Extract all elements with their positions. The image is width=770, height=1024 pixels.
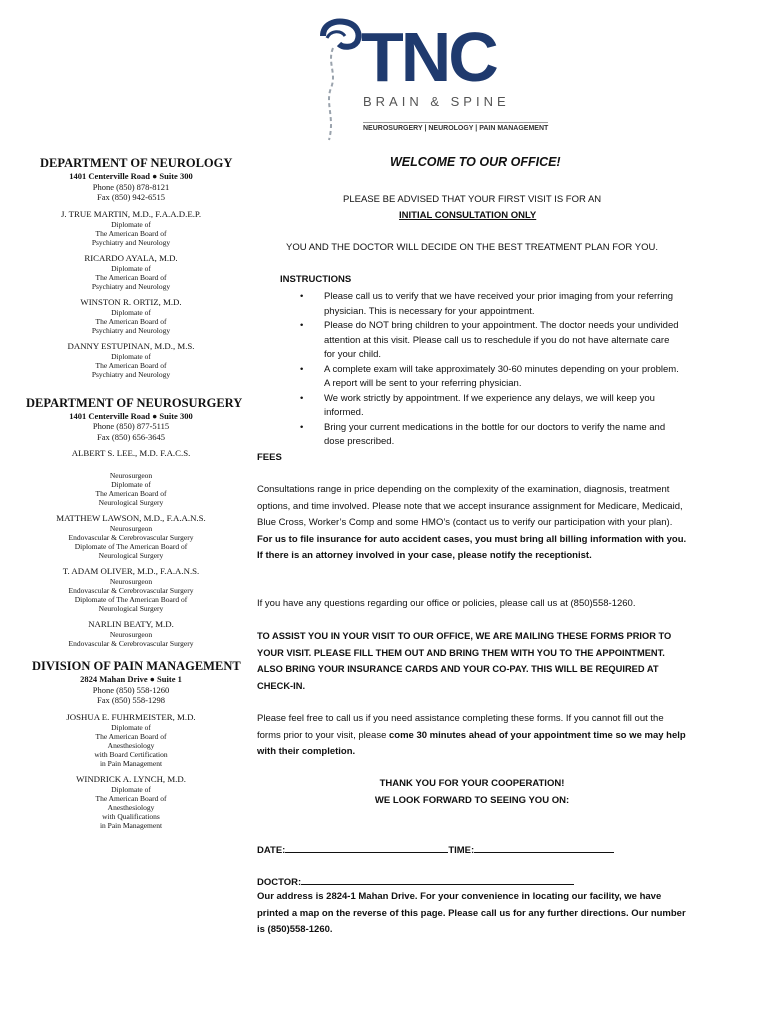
first-visit-note: PLEASE BE ADVISED THAT YOUR FIRST VISIT IS FOR AN bbox=[343, 194, 602, 205]
doctor-entry bbox=[26, 209, 236, 247]
pain-address: 2824 Mahan Drive ● Suite 1 bbox=[80, 674, 182, 684]
doctor-name: JOSHUA E. FUHRMEISTER, M.D. bbox=[66, 711, 196, 722]
date-field[interactable] bbox=[285, 841, 448, 853]
doctor-credential: Anesthesiology bbox=[107, 740, 155, 750]
tnc-logo bbox=[313, 18, 549, 143]
doctor-name: ALBERT S. LEE., M.D. F.A.C.S. bbox=[71, 448, 191, 458]
doctor-entry bbox=[26, 619, 236, 648]
neurology-fax: Fax (850) 942-6515 bbox=[97, 192, 165, 202]
pain-title: DIVISION OF PAIN MANAGEMENT bbox=[32, 659, 241, 673]
neurosurgery-title: DEPARTMENT OF NEUROSURGERY bbox=[26, 395, 243, 410]
doctor-credential: Neurosurgeon bbox=[109, 577, 153, 586]
neurology-address: 1401 Centerville Road ● Suite 300 bbox=[69, 171, 193, 181]
looking-forward-line: WE LOOK FORWARD TO SEEING YOU ON: bbox=[374, 794, 570, 806]
time-label: TIME: bbox=[448, 845, 475, 856]
doctor-credential: Diplomate of bbox=[111, 351, 151, 361]
doctor-credential: in Pain Management bbox=[99, 758, 163, 768]
doctor-name: T. ADAM OLIVER, M.D., F.A.A.N.S. bbox=[62, 566, 200, 576]
doctor-name: J. TRUE MARTIN, M.D., F.A.A.D.E.P. bbox=[60, 208, 202, 219]
neurosurgery-section bbox=[26, 395, 243, 649]
doctor-entry bbox=[26, 774, 236, 830]
doctor-credential: Diplomate of bbox=[111, 784, 151, 794]
doctor-credential: Endovascular & Cerebrovascular Surgery bbox=[68, 533, 194, 542]
doctor-credential: Diplomate of bbox=[111, 722, 151, 732]
pain-section bbox=[26, 658, 241, 830]
mailing-forms-note: TO ASSIST YOU IN YOUR VISIT TO OUR OFFICE, WE ARE MAILING THESE FORMS PRIOR TO YOUR VISIT. PLEASE FILL THEM OUT AND BRING THEM WITH YOU TO THE APPOINTMENT. ALSO BRING YOUR INSURANCE CARDS AND YOUR CO-PAY. THIS WILL BE REQUIRED AT CHECK-IN. bbox=[257, 631, 672, 691]
neurosurgery-fax: Fax (850) 656-3645 bbox=[97, 431, 165, 442]
doctor-credential: in Pain Management bbox=[99, 820, 163, 830]
doctor-credential: Psychiatry and Neurology bbox=[91, 325, 171, 335]
pain-phone: Phone (850) 558-1260 bbox=[92, 684, 170, 695]
neurology-section bbox=[26, 155, 236, 379]
doctor-credential: The American Board of bbox=[95, 316, 167, 326]
doctor-name: MATTHEW LAWSON, M.D., F.A.A.N.S. bbox=[56, 513, 206, 523]
brain-spine-logo-icon bbox=[313, 18, 363, 143]
doctor-entry bbox=[26, 513, 236, 560]
doctor-field[interactable] bbox=[301, 873, 574, 885]
doctor-credential: The American Board of bbox=[95, 360, 167, 370]
doctor-name: WINDRICK A. LYNCH, M.D. bbox=[76, 773, 186, 784]
appointment-doctor bbox=[257, 873, 574, 890]
logo-subtitle: BRAIN & SPINE bbox=[363, 94, 510, 109]
doctor-credential: Diplomate of bbox=[111, 307, 151, 317]
doctor-credential: Neurological Surgery bbox=[98, 498, 164, 507]
date-label: DATE: bbox=[257, 845, 286, 856]
doctor-entry bbox=[26, 297, 236, 335]
doctor-credential: Neurosurgeon bbox=[109, 630, 153, 639]
doctor-entry bbox=[26, 566, 236, 613]
doctor-name: WINSTON R. ORTIZ, M.D. bbox=[80, 296, 182, 307]
neurology-phone: Phone (850) 878-8121 bbox=[92, 181, 170, 192]
doctor-credential: Neurological Surgery bbox=[98, 604, 164, 613]
doctor-credential: Psychiatry and Neurology bbox=[91, 369, 171, 379]
address-note: Our address is 2824-1 Mahan Drive. For your convenience in locating our facility, we have printed a map on the reverse of this page. Please call us for any further directions. Our number is (850)558-1260. bbox=[257, 891, 686, 935]
fees-paragraph: Consultations range in price depending on the complexity of the examination, diagnosis, treatment options, and time involved. Please note that we accept insurance assignment for Medicare, Medicaid, Blue Cross, Worker’s Comp and some HMO’s (contact us to verify our participation with your plan). For us to file insurance for auto accident cases, you must bring all billing information with you. If there is an attorney involved in your case, please notify the receptionist. bbox=[257, 484, 687, 561]
fees-heading: FEES bbox=[257, 452, 282, 463]
instruction-item: • We work strictly by appointment. If we experience any delays, we will keep you informed. bbox=[300, 392, 680, 421]
neurology-title: DEPARTMENT OF NEUROLOGY bbox=[40, 156, 233, 170]
instruction-item: • Please call us to verify that we have received your prior imaging from your referring physician. This is necessary for your appointment. bbox=[300, 290, 680, 319]
instruction-item: • Please do NOT bring children to your appointment. The doctor needs your undivided attention at this visit. Please call us to reschedule if you do not have alternate care for your child. bbox=[300, 319, 680, 363]
doctor-credential: with Board Certification bbox=[94, 749, 168, 759]
doctor-credential: Anesthesiology bbox=[107, 802, 155, 812]
pain-fax: Fax (850) 558-1298 bbox=[97, 695, 165, 705]
thank-you-block bbox=[257, 776, 687, 809]
provider-directory bbox=[26, 155, 243, 830]
doctor-entry bbox=[26, 341, 236, 379]
instructions-heading: INSTRUCTIONS bbox=[280, 274, 352, 285]
instruction-item: • Bring your current medications in the bottle for our doctors to verify the name and dose prescribed. bbox=[300, 421, 680, 450]
doctor-credential: Psychiatry and Neurology bbox=[91, 281, 171, 291]
assistance-note: Please feel free to call us if you need assistance completing these forms. If you cannot fill out the forms prior to your visit, please come 30 minutes ahead of your appointment time so we may help with their completion. bbox=[257, 713, 686, 757]
doctor-entry bbox=[26, 448, 236, 507]
neurosurgery-address: 1401 Centerville Road ● Suite 300 bbox=[69, 410, 193, 421]
doctor-credential: Diplomate of The American Board of bbox=[74, 542, 188, 551]
doctor-credential: Endovascular & Cerebrovascular Surgery bbox=[68, 639, 194, 648]
doctor-credential: Diplomate of bbox=[111, 219, 151, 229]
thank-you-line: THANK YOU FOR YOUR COOPERATION! bbox=[379, 778, 565, 789]
doctor-name: DANNY ESTUPINAN, M.D., M.S. bbox=[67, 340, 195, 351]
doctor-credential: The American Board of bbox=[95, 228, 167, 238]
treatment-plan-note: YOU AND THE DOCTOR WILL DECIDE ON THE BEST TREATMENT PLAN FOR YOU. bbox=[286, 242, 658, 253]
doctor-credential: Diplomate of The American Board of bbox=[74, 595, 188, 604]
doctor-name: NARLIN BEATY, M.D. bbox=[88, 619, 174, 629]
neurosurgery-phone: Phone (850) 877-5115 bbox=[92, 421, 170, 431]
doctor-credential: The American Board of bbox=[95, 489, 167, 498]
doctor-credential: The American Board of bbox=[95, 793, 167, 803]
appointment-date-time bbox=[257, 841, 614, 858]
instructions-list bbox=[300, 290, 680, 450]
doctor-credential: Psychiatry and Neurology bbox=[91, 237, 171, 247]
doctor-credential: The American Board of bbox=[95, 731, 167, 741]
doctor-entry bbox=[26, 253, 236, 291]
doctor-credential: The American Board of bbox=[95, 272, 167, 282]
doctor-credential: Neurosurgeon bbox=[109, 524, 153, 533]
initial-consultation-note: INITIAL CONSULTATION ONLY bbox=[399, 210, 537, 221]
doctor-credential: Diplomate of bbox=[111, 263, 151, 273]
doctor-credential: with Qualifications bbox=[102, 811, 160, 821]
doctor-entry bbox=[26, 712, 236, 768]
instruction-item: • A complete exam will take approximately 30-60 minutes depending on your problem. A report will be sent to your referring physician. bbox=[300, 363, 680, 392]
doctor-label: DOCTOR: bbox=[257, 877, 302, 888]
doctor-credential: Neurological Surgery bbox=[98, 551, 164, 560]
time-field[interactable] bbox=[474, 841, 614, 853]
doctor-name: RICARDO AYALA, M.D. bbox=[84, 252, 178, 263]
logo-name: TNC bbox=[361, 18, 496, 96]
welcome-heading: WELCOME TO OUR OFFICE! bbox=[390, 155, 561, 169]
doctor-credential: Neurosurgeon bbox=[109, 471, 153, 480]
doctor-credential: Endovascular & Cerebrovascular Surgery bbox=[68, 586, 194, 595]
questions-note: If you have any questions regarding our office or policies, please call us at (850)558-1260. bbox=[257, 598, 636, 609]
logo-tagline: NEUROSURGERY | NEUROLOGY | PAIN MANAGEMENT bbox=[363, 122, 548, 132]
doctor-credential: Diplomate of bbox=[111, 480, 151, 489]
